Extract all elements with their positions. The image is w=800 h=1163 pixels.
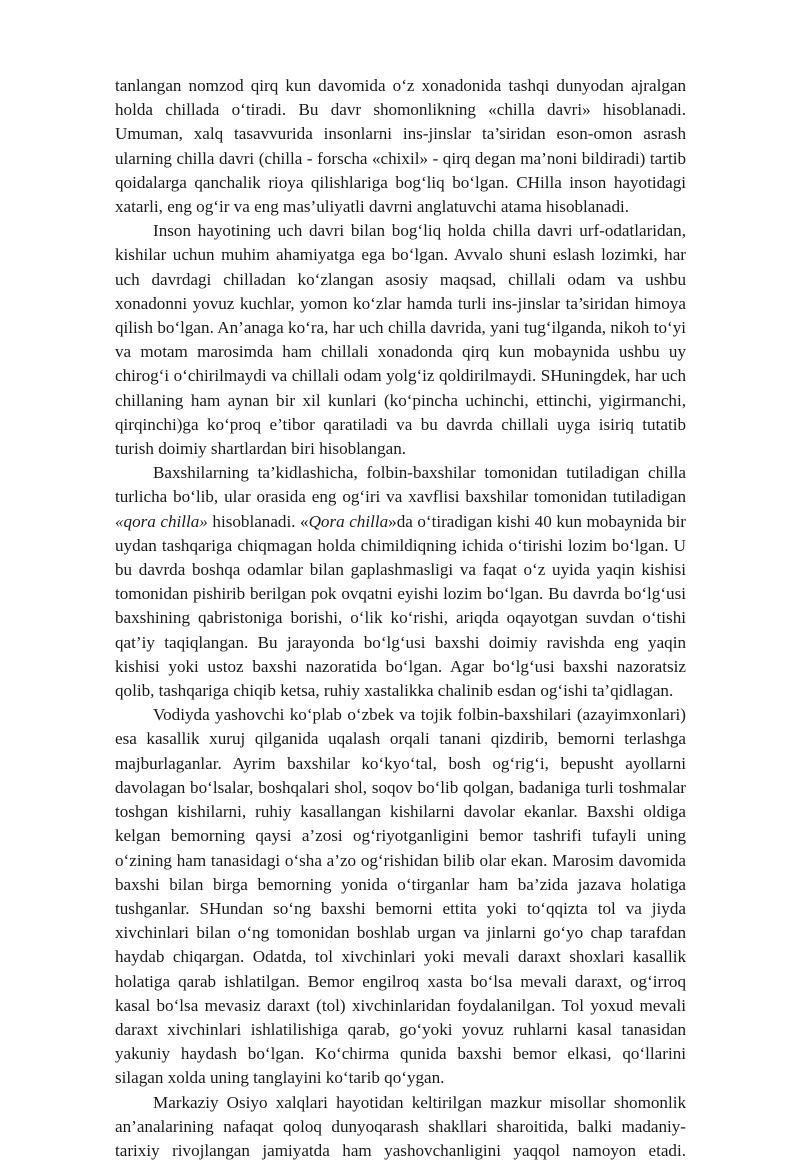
paragraph-text: Vodiyda yashovchi ko‘plab o‘zbek va tojik folbin-baxshilari (azayimxonlari) esa kasallik xuruj qilganida uqalash orqali tanani qizdirib, bemorni terlashga majburlaganlar. Ayrim baxshilar ko‘kyo‘tal, bosh og‘rig‘i, bepusht ayollarni davolagan bo‘lsalar, boshqalari shol, soqov bo‘lib qolgan, badaniga turli toshmalar toshgan kishilarni, ruhiy kasallangan kishilarni davolar ekanlar. Baxshi oldiga kelgan bemorning qaysi a’zosi og‘riyotganligini bemor tashrifi tufayli uning o‘zining ham tanasidagi o‘sha a’zo og‘rishidan bilib olar ekan. Marosim davomida baxshi bilan birga bemorning yonida o‘tirganlar ham ba’zida jazava holatiga tushganlar. SHundan so‘ng baxshi bemorni ettita yoki to‘qqizta tol va jiyda xivchinlari bilan o‘ng tomonidan boshlab urgan va jinlarni go‘yo chap tarafdan haydab chiqargan. Odatda, tol xivchinlari yoki mevali daraxt shoxlari kasallik holatiga qarab ishlatilgan. Bemor engilroq xasta bo‘lsa mevali daraxt, og‘irroq kasal bo‘lsa mevasiz daraxt (tol) xivchinlaridan foydalanilgan. Tol yoxud mevali daraxt xivchinlari ishlatilishiga qarab, go‘yoki yovuz ruhlarni kasal tanasidan yakuniy haydash bo‘lgan. Ko‘chirma qunida baxshi bemor elkasi, qo‘llarini silagan xolda uning tanglayini ko‘tarib qo‘ygan. xyxy=(115,705,686,1088)
paragraph-text: hisoblanadi. « xyxy=(207,511,309,531)
document-body xyxy=(115,74,686,1163)
paragraph-text: »da o‘tiradigan kishi 40 kun mobaynida bir uydan tashqariga chiqmagan holda chimildiqning ichida o‘tirishi lozim bo‘lgan. U bu davrda boshqa odamlar bilan gaplashmasligi va faqat o‘z uyida yaqin kishisi tomonidan pishirib berilgan pok ovqatni eyishi lozim bo‘lgan. Bu davrda bo‘lg‘usi baxshining qabristoniga borishi, o‘lik ko‘rishi, ariqda oqayotgan suvdan o‘tishi qat’iy taqiqlangan. Bu jarayonda bo‘lg‘usi baxshi doimiy ravishda eng yaqin kishisi yoki ustoz baxshi nazoratida bo‘lgan. Agar bo‘lg‘usi baxshi nazoratsiz qolib, tashqariga chiqib ketsa, ruhiy xastalikka chalinib esdan og‘ishi ta’qidlagan. xyxy=(115,511,686,701)
paragraph-text: Inson hayotining uch davri bilan bog‘liq holda chilla davri urf-odatlaridan, kishilar uchun muhim ahamiyatga ega bo‘lgan. Avvalo shuni eslash lozimki, har uch davrdagi chilladan ko‘zlangan asosiy maqsad, chillali odam va ushbu xonadonni yovuz kuchlar, yomon ko‘zlar hamda turli ins-jinslar ta’siridan himoya qilish bo‘lgan. An’anaga ko‘ra, har uch chilla davrida, yani tug‘ilganda, nikoh to‘yi va motam marosimda ham chillali xonadonda qirq kun mobaynida ushbu uy chirog‘i o‘chirilmaydi va chillali odam yolg‘iz qoldirilmaydi. SHuningdek, har uch chillaning ham aynan bir xil kunlari (ko‘pincha uchinchi, ettinchi, yigirmanchi, qirqinchi)ga ko‘proq e’tibor qaratiladi va bu davrda chillali uyga isiriq tutatib turish doimiy shartlardan biri hisoblangan. xyxy=(115,221,686,459)
paragraph-4 xyxy=(115,703,686,1090)
paragraph-2 xyxy=(115,219,686,461)
paragraph-5 xyxy=(115,1091,686,1163)
paragraph-3 xyxy=(115,461,686,703)
paragraph-1 xyxy=(115,74,686,219)
italic-term: Qora chilla xyxy=(308,511,389,531)
paragraph-text: Markaziy Osiyo xalqlari hayotidan keltirilgan mazkur misollar shomonlik an’analarining nafaqat qoloq dunyoqarash shakllari sharoitida, balki madaniy-tarixiy rivojlangan jamiyatda ham yashovchanligini yaqqol namoyon etadi. xyxy=(115,1092,686,1160)
paragraph-text: Baxshilarning ta’kidlashicha, folbin-baxshilar tomonidan tutiladigan chilla turlicha bo‘lib, ular orasida eng og‘iri va xavflisi baxshilar tomonidan tutiladigan xyxy=(115,463,686,507)
italic-term: «qora chilla» xyxy=(115,511,208,531)
paragraph-text: tanlangan nomzod qirq kun davomida o‘z xonadonida tashqi dunyodan ajralgan holda chillada o‘tiradi. Bu davr shomonlikning «chilla davri» hisoblanadi. Umuman, xalq tasavvurida insonlarni ins-jinslar ta’siridan eson-omon asrash ularning chilla davri (chilla - forscha «chixil» - qirq degan ma’noni bildiradi) tartib qoidalarga qanchalik rioya qilishlariga bog‘liq bo‘lgan. CHilla inson hayotidagi xatarli, eng og‘ir va eng mas’uliyatli davrni anglatuvchi atama hisoblanadi. xyxy=(115,76,686,217)
